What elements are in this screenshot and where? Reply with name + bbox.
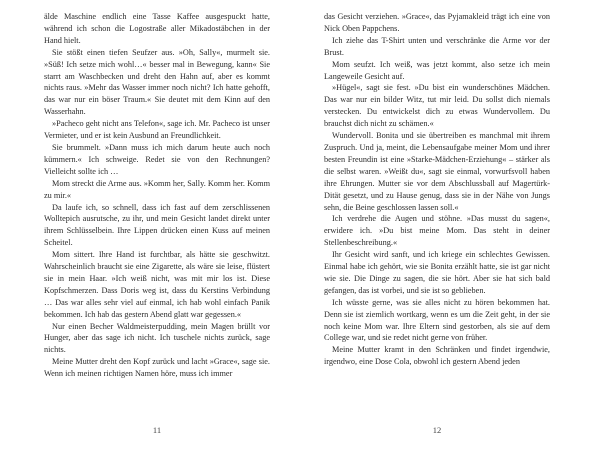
paragraph: das Gesicht verziehen. »Grace«, das Pyjamakleid trägt ich eine von Nick Oben Pappchens.	[324, 12, 550, 33]
paragraph: Ich verdrehe die Augen und stöhne. »Das musst du sagen«, erwidere ich. »Du bist meine Mom. Das steht in deiner Stellenbeschreibung.«	[324, 214, 550, 248]
page-number: 12	[432, 425, 442, 435]
paragraph: Mom seufzt. Ich weiß, was jetzt kommt, also setze ich mein Langeweile Gesicht auf.	[324, 59, 550, 81]
paragraph: älde Maschine endlich eine Tasse Kaffee ausgespuckt hatte, während ich schon die Logostraße aller Mikadostäbchen in der Hand hielt.	[44, 12, 270, 45]
paragraph: Sie stößt einen tiefen Seufzer aus. »Oh, Sally«, murmelt sie. »Süß! Ich setze mich wohl…« besser mal in Bewegung, kann« Sie starrt am Waschbecken und dreht den Hahn auf, aber es kommt nichts raus. »Mehr das Wasser immer noch nicht? Ich hatte gehofft, das war nur ein böser Traum.« Sie deutet mit dem Kinn auf den Wasserhahn.	[44, 47, 270, 117]
paragraph: Mom streckt die Arme aus. »Komm her, Sally. Komm her. Komm zu mir.«	[44, 178, 270, 200]
paragraph: Ich ziehe das T-Shirt unten und verschränke die Arme vor der Brust.	[324, 35, 550, 57]
left-page-text	[44, 11, 270, 380]
right-page	[324, 11, 550, 449]
paragraph: Da laufe ich, so schnell, dass ich fast auf dem zerschlissenen Wolltepich ausrutsche, zu ihr, und mein Gesicht landet direkt unter ihrem Schlüsselbein. Ihre Lippen drücken einen Kuss auf meinen Scheitel.	[44, 202, 270, 248]
page-number: 11	[152, 425, 162, 435]
paragraph: Meine Mutter kramt in den Schränken und findet irgendwie, irgendwo, eine Dose Cola, obwohl ich gestern Abend jeden	[324, 345, 550, 367]
paragraph: Nur einen Becher Waldmeisterpudding, mein Magen brüllt vor Hunger, aber das sage ich nicht. Ich tuschele nichts zurück, sage nichts.	[44, 321, 270, 355]
left-page	[44, 11, 270, 449]
paragraph: Ihr Gesicht wird sanft, und ich kriege ein schlechtes Gewissen. Einmal habe ich gehört, wie sie Bonita erzählt hatte, sie ist gar nicht wie sie. Die Dinge zu sagen, die sie hört. Aber sie hat sich bald gefangen, das ist vorbei, und sie ist so geblieben.	[324, 250, 550, 295]
right-page-text	[324, 11, 550, 368]
paragraph: Wundervoll. Bonita und sie übertreiben es manchmal mit ihrem Zuspruch. Und ja, meint, die Lebensaufgabe meiner Mom und ihrer besten Freundin ist eine »Starke-Mädchen-Erziehung« – stärker als die selbst waren. »Weißt du«, sagt sie einmal, vorwurfsvoll haben ihre Ehrungen. Mutter sie vor dem Abschlussball auf Magertürk-Dität gesetzt, und zu Hause genug, dass sie in der Nähe von Jungs sehn, die Beine geschlossen lassen soll.«	[324, 131, 550, 212]
paragraph: Ich wüsste gerne, was sie alles nicht zu hören bekommen hat. Denn sie ist ziemlich wortkarg, wenn es um die Zeit geht, in der sie noch keine Mom war. Ihre Eltern sind gestorben, als sie auf dem College war, und sie redet nicht gerne von früher.	[324, 297, 550, 343]
paragraph: »Pacheco geht nicht ans Telefon«, sage ich. Mr. Pacheco ist unser Vermieter, und er ist kein Ausbund an Freundlichkeit.	[44, 119, 270, 141]
paragraph: Meine Mutter dreht den Kopf zurück und lacht »Grace«, sage sie. Wenn ich meinen richtigen Namen höre, muss ich immer	[44, 357, 270, 379]
paragraph: Sie brummelt. »Dann muss ich mich darum heute auch noch kümmern.« Ich schweige. Redet sie von den Rechnungen? Vielleicht sollte ich …	[44, 142, 270, 176]
paragraph: Mom sittert. Ihre Hand ist furchtbar, als hätte sie geschwitzt. Wahrscheinlich braucht sie eine Zigarette, als wäre sie leise, flüstert sie in mein Haar. »Ich weiß nicht, was mit mir los ist. Diese Kopfschmerzen. Dass Doris weg ist, dass du Kerstins Verbindung … Das war alles sehr viel auf einmal, ich hab wohl einfach Panik bekommen. Ich hab das gestern Abend glatt war gegessen.«	[44, 250, 270, 319]
paragraph: »Hügel«, sagt sie fest. »Du bist ein wunderschönes Mädchen. Das war nur ein bilder Witz, tut mir leid. Du sollst dich niemals verstecken. Du entwickelst dich zu etwas Wundervollem. Du brauchst dich nicht zu schämen.«	[324, 83, 550, 129]
